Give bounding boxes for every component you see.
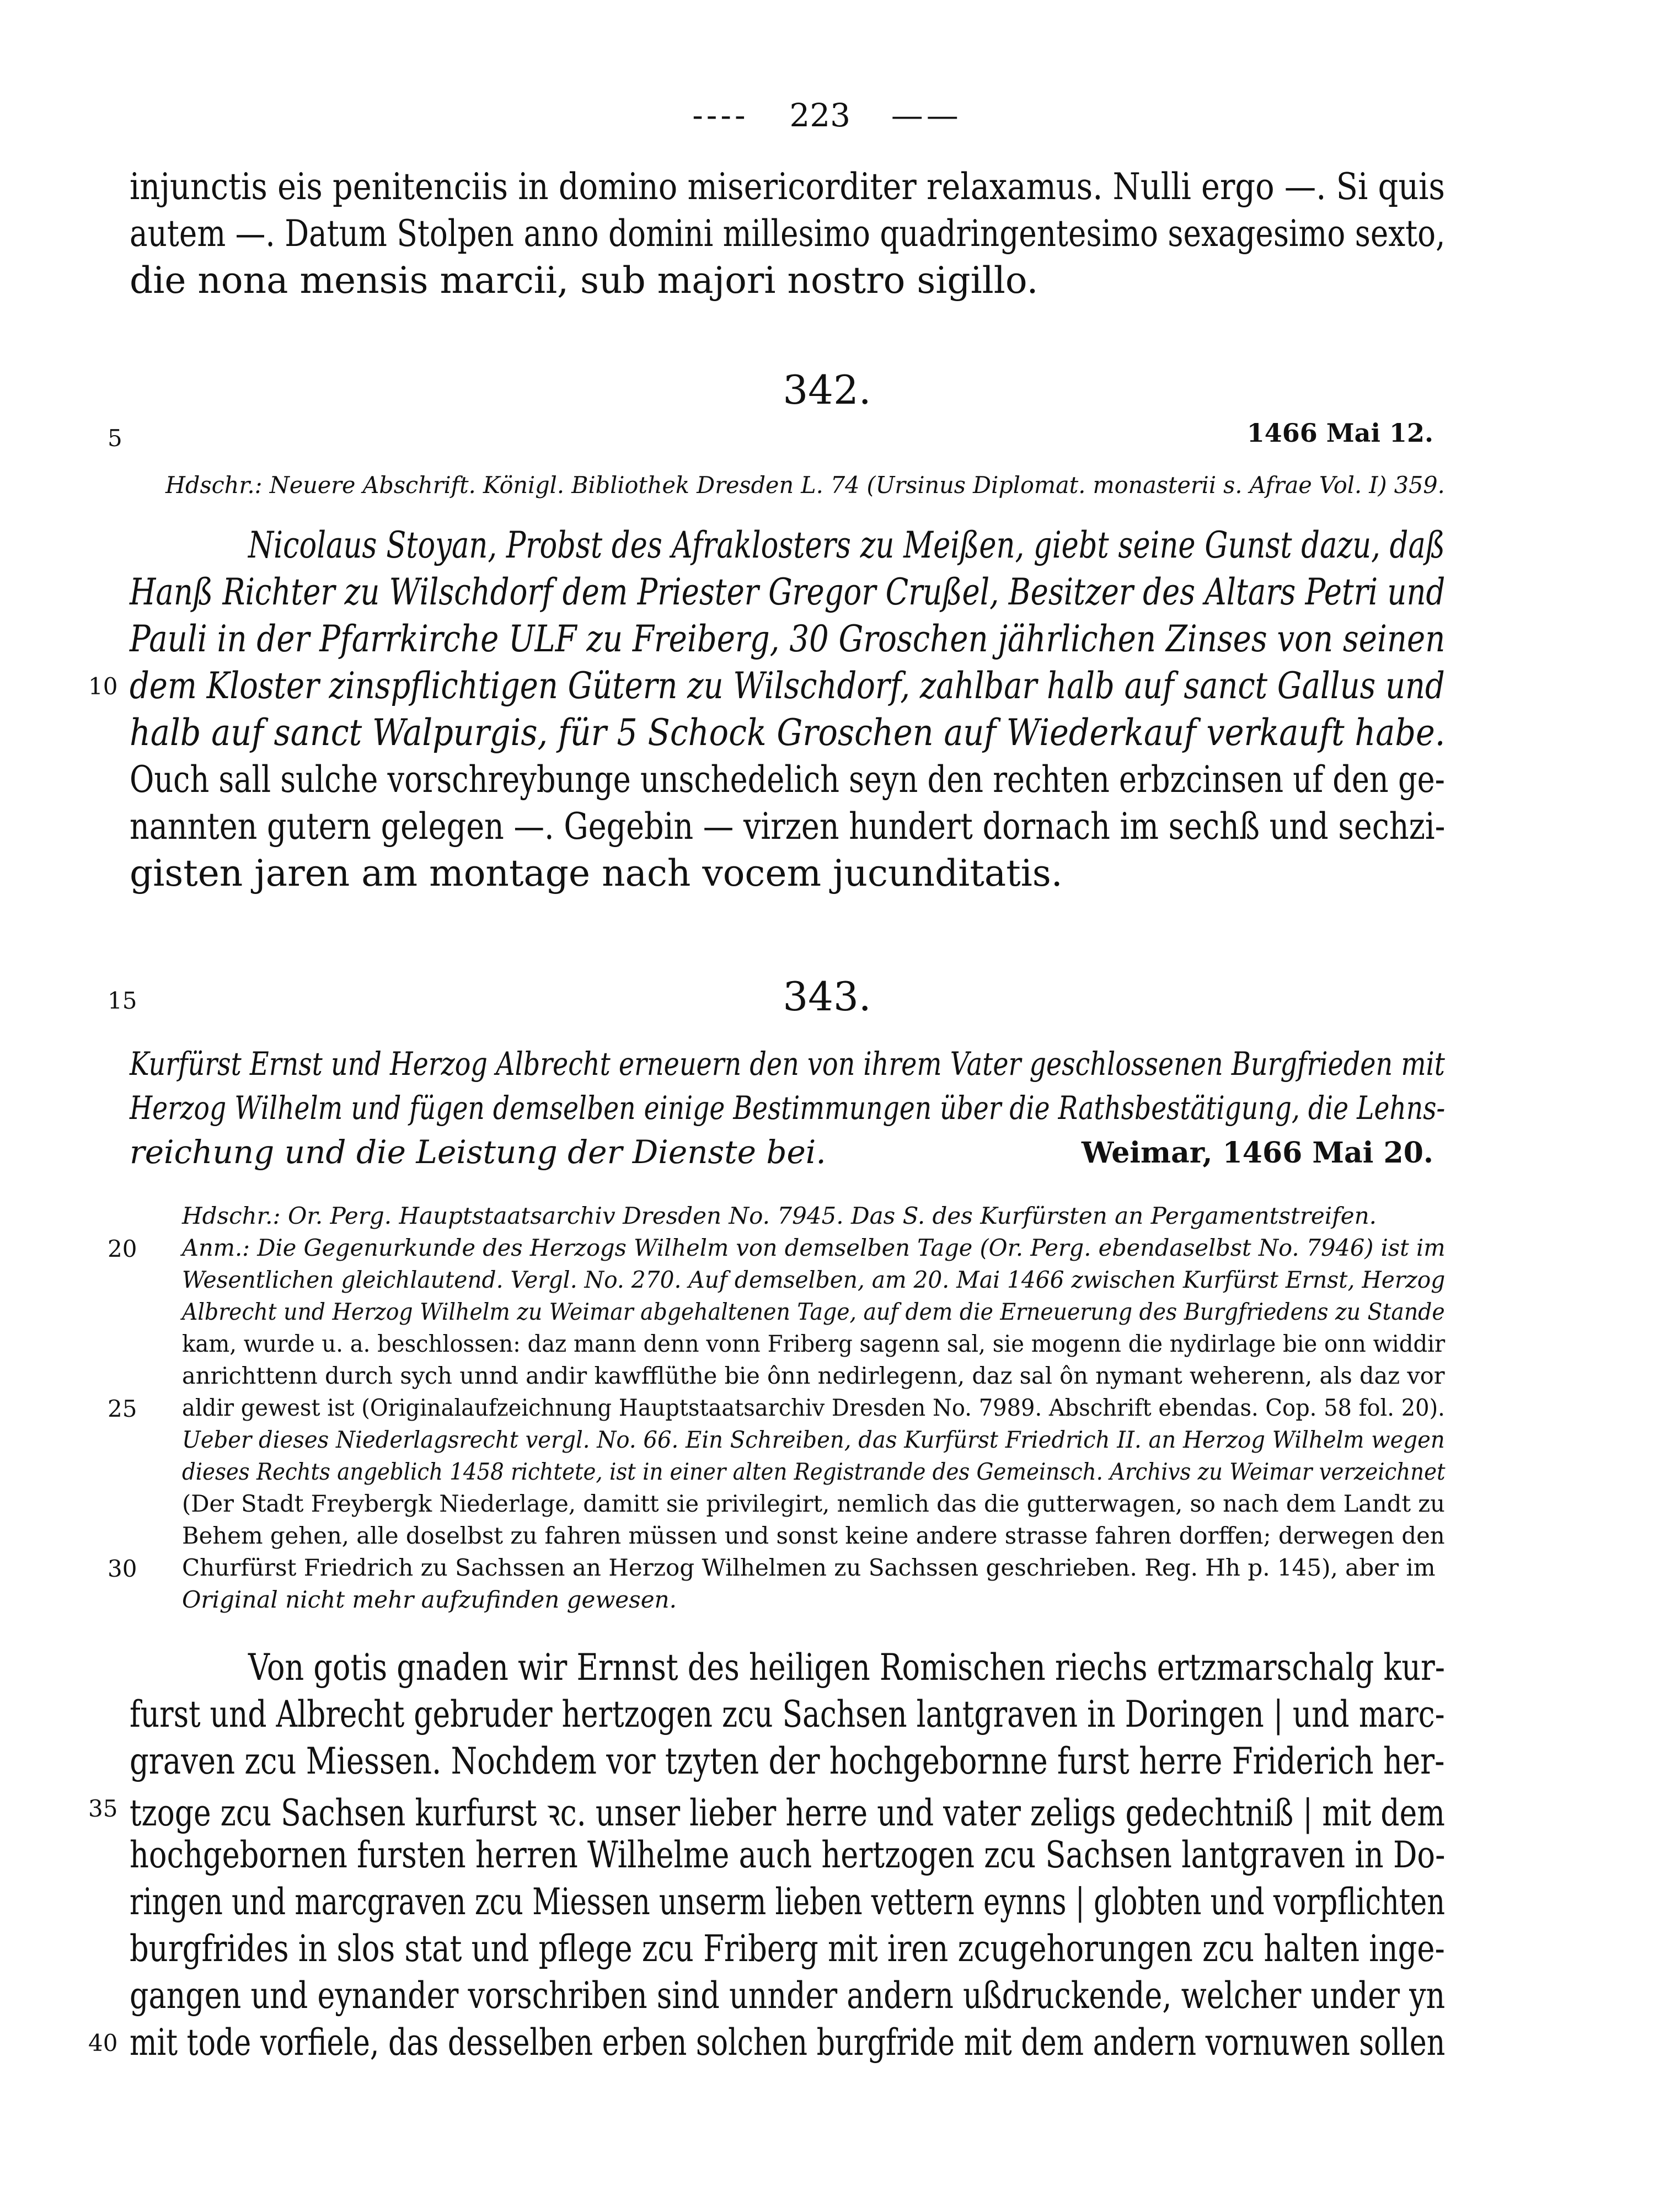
- line-number: 35: [88, 1795, 118, 1822]
- entry-343-text-line: graven zcu Miessen. Nochdem vor tzyten der hochgebornne furst herre Friderich her-: [130, 1740, 1445, 1782]
- entry-342-summary-line: Nicolaus Stoyan, Probst des Afraklosters zu Meißen, giebt seine Gunst dazu, daß: [248, 524, 1446, 566]
- entry-343-text-line: tzoge zcu Sachsen kurfurst ꝛc. unser lieber herre und vater zeligs gedechtniß | mit dem: [130, 1792, 1445, 1834]
- entry-343-note-line: anrichttenn durch sych unnd andir kawfflüthe bie ônn nedirlegenn, daz sal ôn nymant weherenn, als daz vor: [182, 1362, 1445, 1389]
- entry-343-text-line: gangen und eynander vorschriben sind unnder andern ußdruckende, welcher under yn: [130, 1974, 1446, 2017]
- entry-343-text-line: hochgebornen fursten herren Wilhelme auch hertzogen zcu Sachsen lantgraven in Do-: [130, 1834, 1446, 1876]
- entry-342-text-line: Ouch sall sulche vorschreybunge unschedelich seyn den rechten erbzcinsen uf den ge-: [130, 758, 1445, 801]
- entry-343-note-line: Wesentlichen gleichlautend. Vergl. No. 270. Auf demselben, am 20. Mai 1466 zwischen Kurfürst Ernst, Herzog: [182, 1266, 1446, 1293]
- header-dash-right: ——: [891, 97, 962, 134]
- entry-343-note-line: Original nicht mehr aufzufinden gewesen.: [182, 1586, 677, 1613]
- entry-343-note-line: dieses Rechts angeblich 1458 richtete, ist in einer alten Registrande des Gemeinsch. Archivs zu Weimar verzeichnet: [182, 1458, 1446, 1485]
- entry-343-text-line: mit tode vorfiele, das desselben erben solchen burgfride mit dem andern vornuwen sollen: [130, 2021, 1446, 2064]
- entry-343-note-line: kam, wurde u. a. beschlossen: daz mann denn vonn Friberg sagenn sal, sie mogenn die nydirlage bie onn widdir: [182, 1330, 1446, 1357]
- line-number: 15: [108, 987, 137, 1014]
- page-number: 223: [789, 97, 851, 134]
- entry-342-summary-line: Hanß Richter zu Wilschdorf dem Priester Gregor Crußel, Besitzer des Altars Petri und: [130, 571, 1446, 613]
- line-number: 5: [108, 425, 122, 452]
- entry-343-note-line: Hdschr.: Or. Perg. Hauptstaatsarchiv Dresden No. 7945. Das S. des Kurfürsten an Pergamentstreifen.: [182, 1202, 1377, 1229]
- entry-342-text-line: gisten jaren am montage nach vocem jucunditatis.: [130, 852, 1063, 895]
- entry-343-note-line: Churfürst Friedrich zu Sachssen an Herzog Wilhelmen zu Sachssen geschrieben. Reg. Hh p. 145), aber im: [182, 1554, 1436, 1581]
- entry-342-summary-line: dem Kloster zinspflichtigen Gütern zu Wilschdorf, zahlbar halb auf sanct Gallus und: [130, 665, 1445, 707]
- entry-343-note-line: Albrecht und Herzog Wilhelm zu Weimar abgehaltenen Tage, auf dem die Erneuerung des Burgfriedens zu Stande: [182, 1298, 1445, 1325]
- entry-342-source: Hdschr.: Neuere Abschrift. Königl. Bibliothek Dresden L. 74 (Ursinus Diplomat. monasterii s. Afrae Vol. I) 359.: [165, 472, 1445, 499]
- entry-343-note-line: Anm.: Die Gegenurkunde des Herzogs Wilhelm von demselben Tage (Or. Perg. ebendaselbst No. 7946) ist im: [182, 1234, 1446, 1261]
- entry-342-date: 1466 Mai 12.: [1246, 418, 1433, 448]
- entry-343-date: Weimar, 1466 Mai 20.: [1082, 1136, 1433, 1170]
- entry-342-number: 342.: [783, 367, 871, 413]
- intro-line: die nona mensis marcii, sub majori nostro sigillo.: [130, 259, 1039, 302]
- entry-343-note-line: Ueber dieses Niederlagsrecht vergl. No. 66. Ein Schreiben, das Kurfürst Friedrich II. an Herzog Wilhelm wegen: [182, 1426, 1445, 1453]
- header-dash-left: ----: [692, 97, 749, 134]
- entry-343-text-line: ringen und marcgraven zcu Miessen unserm lieben vettern eynns | globten und vorpflichten: [130, 1881, 1446, 1923]
- entry-343-note-line: (Der Stadt Freybergk Niederlage, damitt sie privilegirt, nemlich das die gutterwagen, so nach dem Landt zu: [182, 1490, 1445, 1517]
- entry-343-summary-line: Kurfürst Ernst und Herzog Albrecht erneuern den von ihrem Vater geschlossenen Burgfrieden mit: [130, 1045, 1445, 1083]
- line-number: 40: [88, 2029, 118, 2056]
- line-number: 30: [108, 1555, 137, 1582]
- entry-343-number: 343.: [783, 973, 871, 1020]
- line-number: 25: [108, 1395, 137, 1422]
- entry-343-text-line: burgfrides in slos stat und pflege zcu Friberg mit iren zcugehorungen zcu halten inge-: [130, 1927, 1445, 1970]
- entry-342-summary-line: halb auf sanct Walpurgis, für 5 Schock Groschen auf Wiederkauf verkauft habe.: [130, 711, 1446, 754]
- intro-line: autem —. Datum Stolpen anno domini millesimo quadringentesimo sexagesimo sexto,: [130, 212, 1446, 255]
- entry-343-summary-line: reichung und die Leistung der Dienste bei.: [130, 1133, 826, 1171]
- entry-342-summary-line: Pauli in der Pfarrkirche ULF zu Freiberg, 30 Groschen jährlichen Zinses von seinen: [130, 618, 1446, 660]
- entry-343-note-line: aldir gewest ist (Originalaufzeichnung Hauptstaatsarchiv Dresden No. 7989. Abschrift ebendas. Cop. 58 fol. 20).: [182, 1394, 1445, 1421]
- entry-343-summary-line: Herzog Wilhelm und fügen demselben einige Bestimmungen über die Rathsbestätigung, die Lehns-: [130, 1089, 1446, 1127]
- intro-line: injunctis eis penitenciis in domino misericorditer relaxamus. Nulli ergo —. Si quis: [130, 165, 1445, 208]
- entry-343-note-line: Behem gehen, alle doselbst zu fahren müssen und sonst keine andere strasse fahren dorffen; derwegen den: [182, 1522, 1445, 1549]
- entry-343-text-line: furst und Albrecht gebruder hertzogen zcu Sachsen lantgraven in Doringen | und marc-: [130, 1693, 1445, 1736]
- page-header: [0, 97, 1654, 134]
- entry-343-text-line: Von gotis gnaden wir Ernnst des heiligen Romischen riechs ertzmarschalg kur-: [248, 1646, 1445, 1689]
- entry-342-text-line: nannten gutern gelegen —. Gegebin — virzen hundert dornach im sechß und sechzi-: [130, 805, 1446, 848]
- line-number: 20: [108, 1235, 137, 1262]
- line-number: 10: [88, 673, 118, 700]
